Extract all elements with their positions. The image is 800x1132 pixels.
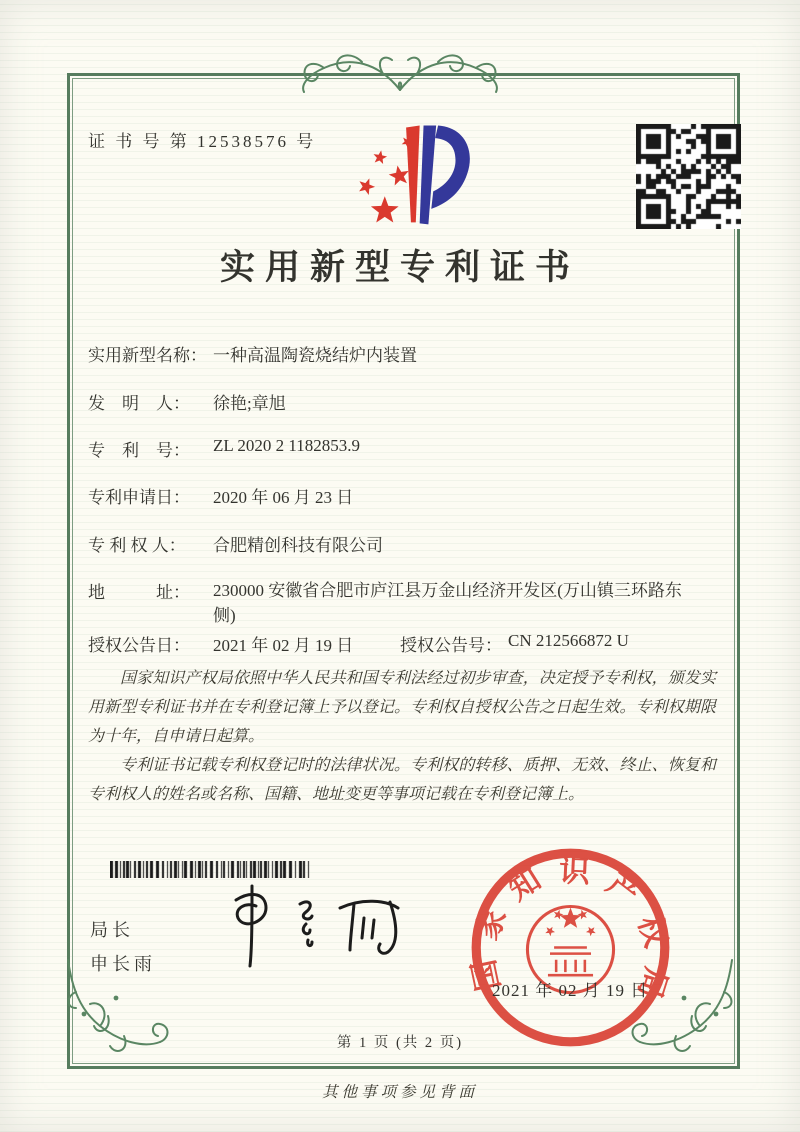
field-value: 230000 安徽省合肥市庐江县万金山经济开发区(万山镇三环路东侧) bbox=[213, 581, 682, 625]
field-row-patentee bbox=[0, 531, 800, 555]
field-label: 地 址： bbox=[88, 583, 190, 602]
back-side-note: 其他事项参见背面 bbox=[321, 1084, 478, 1101]
cnipa-logo bbox=[346, 112, 472, 234]
field-label: 专 利 权 人： bbox=[88, 536, 186, 555]
grant-date-value: 2021 年 02 月 19 日 bbox=[213, 636, 354, 655]
top-center-floral-ornament-icon bbox=[290, 50, 510, 96]
certificate-title: 实用新型专利证书 bbox=[219, 248, 580, 287]
field-label: 发 明 人： bbox=[88, 394, 190, 413]
legal-paragraph-2: 专利证书记载专利权登记时的法律状况。专利权的转移、质押、无效、终止、恢复和专利权人的姓名或名称、国籍、地址变更等事项记载在专利登记簿上。 bbox=[88, 757, 716, 803]
legal-paragraph-1: 国家知识产权局依照中华人民共和国专利法经过初步审查，决定授予专利权，颁发实用新型专利证书并在专利登记簿上予以登记。专利权自授权公告之日起生效。专利权期限为十年，自申请日起算。 bbox=[88, 670, 716, 745]
certificate-number: 证 书 号 第 12538576 号 bbox=[88, 132, 317, 151]
grant-number-value: CN 212566872 U bbox=[508, 631, 629, 650]
field-value: ZL 2020 2 1182853.9 bbox=[213, 436, 361, 455]
field-row-address bbox=[0, 578, 800, 628]
grant-date-label: 授权公告日： bbox=[88, 636, 190, 655]
field-label: 实用新型名称： bbox=[88, 346, 207, 365]
director-signature bbox=[222, 878, 422, 973]
director-name: 申长雨 bbox=[90, 954, 156, 974]
barcode bbox=[110, 861, 310, 878]
field-value: 2020 年 06 月 23 日 bbox=[213, 488, 354, 507]
seal-date: 2021 年 02 月 19 日 bbox=[492, 981, 649, 1000]
seal-circular-text: 国家知识产权局 bbox=[466, 853, 674, 1003]
field-value: 徐艳;章旭 bbox=[213, 394, 286, 413]
director-title: 局长 bbox=[90, 920, 134, 940]
field-label: 专 利 号： bbox=[88, 441, 190, 460]
page-number: 第 1 页 (共 2 页) bbox=[336, 1035, 464, 1051]
field-row-utility-model-name bbox=[0, 341, 800, 365]
grant-number-label: 授权公告号： bbox=[400, 636, 502, 655]
qr-code bbox=[636, 124, 741, 229]
field-row-patent-number bbox=[0, 436, 800, 460]
field-row-grant bbox=[0, 631, 800, 655]
field-value: 合肥精创科技有限公司 bbox=[213, 536, 383, 555]
field-row-inventor bbox=[0, 389, 800, 413]
legal-text-block bbox=[88, 664, 716, 809]
cnipa-official-seal bbox=[468, 845, 673, 1050]
field-row-filing-date bbox=[0, 483, 800, 507]
field-value: 一种高温陶瓷烧结炉内装置 bbox=[213, 346, 417, 365]
field-label: 专利申请日： bbox=[88, 488, 190, 507]
